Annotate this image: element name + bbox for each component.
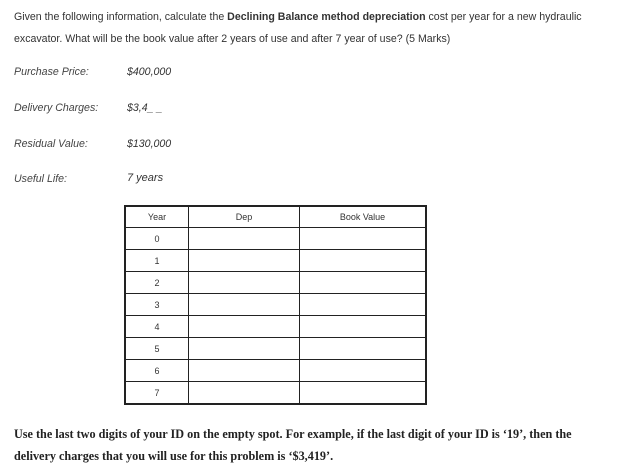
dep-cell <box>189 272 300 294</box>
depreciation-table <box>124 205 427 405</box>
delivery-charges-value: $3,4_ _ <box>127 102 163 114</box>
purchase-price-label: Purchase Price: <box>14 66 89 78</box>
book-value-cell <box>300 294 427 316</box>
dep-cell <box>189 338 300 360</box>
table-header-row <box>125 206 426 228</box>
question-part1: Given the following information, calculate the <box>14 11 228 23</box>
book-value-cell <box>300 316 427 338</box>
purchase-price-value: $400,000 <box>127 66 172 78</box>
year-cell: 6 <box>125 360 189 382</box>
book-value-cell <box>300 272 427 294</box>
question-text <box>14 6 614 50</box>
dep-cell <box>189 360 300 382</box>
table-row <box>125 228 426 250</box>
dep-cell <box>189 294 300 316</box>
table-row <box>125 272 426 294</box>
useful-life-label: Useful Life: <box>14 173 67 185</box>
table-row <box>125 250 426 272</box>
book-value-cell <box>300 382 427 405</box>
year-cell: 1 <box>125 250 189 272</box>
useful-life-value: 7 years <box>127 172 164 184</box>
table-row <box>125 382 426 405</box>
dep-cell <box>189 250 300 272</box>
year-cell: 2 <box>125 272 189 294</box>
id-instruction-note: Use the last two digits of your ID on the empty spot. For example, if the last digit of your ID is ‘19’, then the delivery charges that you will use for this problem is ‘$3,419’. <box>14 427 572 463</box>
book-value-cell <box>300 228 427 250</box>
table-row <box>125 360 426 382</box>
delivery-charges-label: Delivery Charges: <box>14 102 99 114</box>
dep-cell <box>189 228 300 250</box>
header-book-value: Book Value <box>300 206 427 228</box>
table-row <box>125 316 426 338</box>
dep-cell <box>189 316 300 338</box>
dep-cell <box>189 382 300 405</box>
year-cell: 0 <box>125 228 189 250</box>
year-cell: 7 <box>125 382 189 405</box>
header-dep: Dep <box>189 206 300 228</box>
year-cell: 3 <box>125 294 189 316</box>
question-bold-method: Declining Balance method depreciation <box>227 11 426 23</box>
book-value-cell <box>300 360 427 382</box>
table-row <box>125 338 426 360</box>
question-part2: cost per year for a new hydraulic excavator. What will be the book value after 2 years of use and after 7 year of use? (5 Marks) <box>14 11 582 45</box>
residual-value-value: $130,000 <box>127 138 172 150</box>
book-value-cell <box>300 250 427 272</box>
residual-value-label: Residual Value: <box>14 138 88 150</box>
table-row <box>125 294 426 316</box>
year-cell: 4 <box>125 316 189 338</box>
header-year: Year <box>125 206 189 228</box>
year-cell: 5 <box>125 338 189 360</box>
book-value-cell <box>300 338 427 360</box>
